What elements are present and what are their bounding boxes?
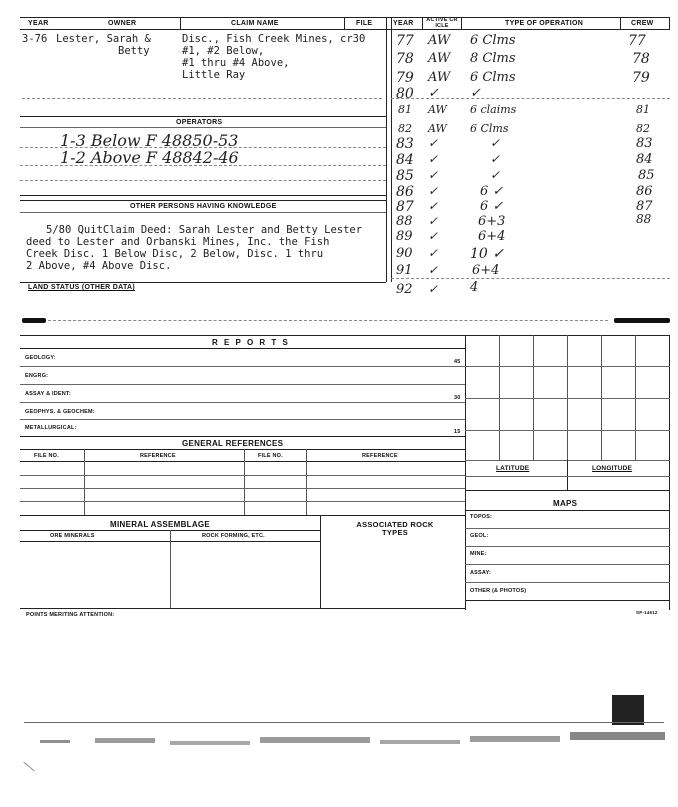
activity-type: 6+4 [472,263,500,278]
activity-year: 89 [396,229,413,244]
associated-rock-types: ASSOCIATED ROCK TYPES [356,520,434,537]
activity-type: 4 [470,280,479,295]
report-geophys: GEOPHYS. & GEOCHEM: [25,409,95,415]
activity-crew: 81 [636,103,650,116]
activity-active: ✓ [428,282,439,296]
report-num: 45 [454,359,461,365]
map-mine: MINE: [470,551,487,557]
header-year2: YEAR [393,20,414,27]
activity-crew: 83 [636,136,653,151]
activity-year: 88 [396,214,413,229]
longitude-label: LONGITUDE [592,465,633,472]
activity-type: 6 claims [470,103,517,116]
activity-crew: 77 [628,33,646,49]
reports-title: R E P O R T S [212,338,290,347]
activity-active: AW [428,122,447,135]
report-metallurgical: METALLURGICAL: [25,425,77,431]
maps-title: MAPS [553,499,578,508]
header-owner: OWNER [108,20,137,27]
activity-type: ✓ [490,136,501,150]
activity-active: ✓ [428,136,439,150]
activity-type: ✓ [470,86,481,101]
report-engrg: ENGRG: [25,373,49,379]
header-crew: CREW [631,20,654,27]
operator-line2: 1-2 Above F 48842-46 [60,148,239,167]
activity-crew: 84 [636,152,653,167]
activity-active: ✓ [428,184,439,198]
activity-active: ✓ [428,199,439,213]
activity-active: ✓ [428,263,439,277]
activity-year: 79 [396,70,414,86]
other-persons-title: OTHER PERSONS HAVING KNOWLEDGE [130,203,277,210]
scan-bar-left [22,318,46,323]
activity-type: 8 Clms [470,51,516,66]
map-other: OTHER (& PHOTOS) [470,588,527,594]
latitude-label: LATITUDE [496,465,530,472]
col-ore-minerals: ORE MINERALS [50,533,95,539]
activity-active: ✓ [428,152,439,166]
activity-type: 6 Clms [470,33,516,48]
activity-crew: 78 [632,51,650,67]
activity-active: AW [428,51,451,66]
activity-year: 91 [396,263,413,278]
activity-active: ✓ [428,86,439,101]
activity-type: 6+4 [478,229,506,244]
entry-claim-line3: #1 thru #4 Above, [182,57,290,69]
activity-type: ✓ [490,168,501,182]
activity-type: 10 ✓ [470,246,504,262]
activity-type: 6+3 [478,214,506,229]
other-persons-line1: 5/80 QuitClaim Deed: Sarah Lester and Betty Lester [46,224,363,236]
scan-bar-right [614,318,670,323]
report-geology: GEOLOGY: [25,355,56,361]
activity-year: 84 [396,152,414,168]
activity-crew: 85 [638,168,655,183]
report-num: 15 [454,429,461,435]
entry-year: 3-76 [22,33,48,45]
report-assay: ASSAY & IDENT: [25,391,71,397]
activity-year: 90 [396,246,413,261]
activity-year: 77 [396,33,414,49]
form-number: SP-14612 [636,610,658,615]
general-references-title: GENERAL REFERENCES [182,439,284,448]
col-file-no: FILE NO. [34,453,59,459]
activity-type: ✓ [490,152,501,166]
header-type-of-operation: TYPE OF OPERATION [505,20,584,27]
activity-active: ✓ [428,246,439,260]
header-claim-name: CLAIM NAME [231,20,279,27]
activity-active: ✓ [428,168,439,182]
operator-line1: 1-3 Below F 48850-53 [60,131,239,150]
col-file-no2: FILE NO. [258,453,283,459]
map-assay: ASSAY: [470,570,492,576]
map-topos: TOPOS: [470,514,493,520]
activity-active: ✓ [428,214,439,228]
activity-type: 6 ✓ [480,184,504,199]
activity-active: AW [428,33,451,48]
activity-crew: 86 [636,184,653,199]
operators-title: OPERATORS [176,119,223,126]
map-geol: GEOL: [470,533,489,539]
activity-year: 78 [396,51,414,67]
entry-claim-line4: Little Ray [182,69,246,81]
entry-owner-line1: Lester, Sarah & [56,33,151,45]
activity-type: 6 Clms [470,70,516,85]
col-reference: REFERENCE [140,453,176,459]
header-year: YEAR [28,20,49,27]
activity-year: 83 [396,136,414,152]
activity-type: 6 Clms [470,122,509,135]
activity-year: 81 [398,103,412,116]
other-persons-line3: Creek Disc. 1 Below Disc, 2 Below, Disc. 1 thru [26,248,324,260]
activity-crew: 88 [636,212,652,226]
activity-year: 82 [398,122,412,135]
col-rock-forming: ROCK FORMING, ETC. [202,533,265,539]
header-active-cr-icle: ACTIVE CR ICLE [426,17,458,29]
activity-year: 87 [396,199,414,215]
activity-active: AW [428,70,451,85]
activity-crew: 87 [636,199,653,214]
activity-year: 85 [396,168,414,184]
activity-crew: 82 [636,122,650,135]
activity-year: 80 [396,86,414,102]
entry-claim-line2: #1, #2 Below, [182,45,265,57]
points-meriting-attention: POINTS MERITING ATTENTION: [26,612,115,618]
col-reference2: REFERENCE [362,453,398,459]
header-file: FILE [356,20,373,27]
activity-crew: 79 [632,70,650,86]
activity-year: 86 [396,184,414,200]
activity-type: 6 ✓ [480,199,504,214]
mineral-assemblage-title: MINERAL ASSEMBLAGE [110,520,211,529]
other-persons-line2: deed to Lester and Orbanski Mines, Inc. the Fish [26,236,330,248]
entry-owner-line2: Betty [118,45,150,57]
activity-year: 92 [396,282,413,297]
activity-active: AW [428,103,447,116]
activity-active: ✓ [428,229,439,243]
entry-claim-line1: Disc., Fish Creek Mines, cr30 [182,33,366,45]
other-persons-line4: 2 Above, #4 Above Disc. [26,260,172,272]
land-status-label: LAND STATUS (OTHER DATA) [28,284,136,291]
report-num: 30 [454,395,461,401]
